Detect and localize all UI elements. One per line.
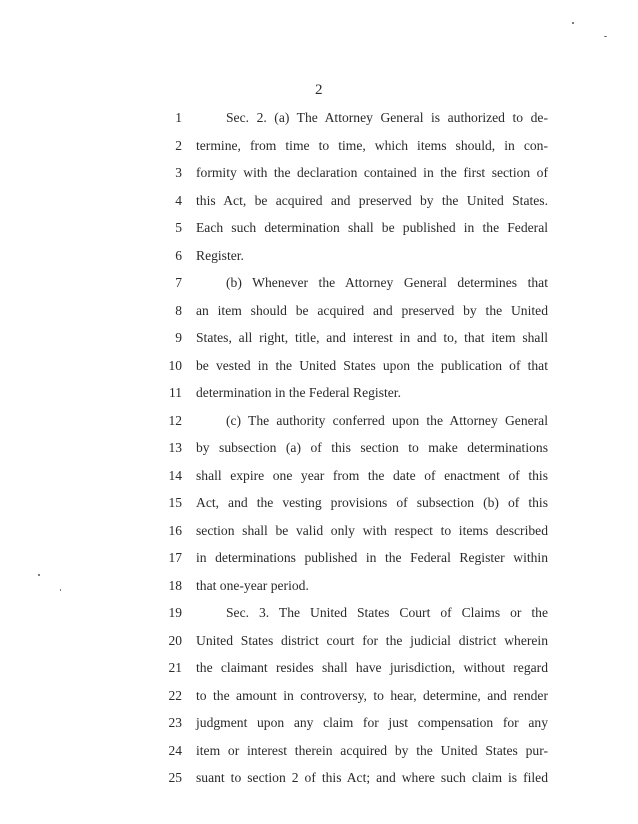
line-number: 4 — [175, 192, 182, 208]
document-line — [0, 768, 638, 788]
scan-speck — [38, 574, 40, 576]
document-line — [0, 136, 638, 156]
line-text: formity with the declaration contained in the first section of — [196, 165, 548, 180]
line-text: United States district court for the judicial district wherein — [196, 632, 548, 648]
line-text: item or interest therein acquired by the United States pur- — [196, 742, 548, 758]
document-line — [0, 356, 638, 376]
line-text: Act, and the vesting provisions of subsection (b) of this — [196, 495, 548, 510]
line-number: 16 — [168, 522, 182, 538]
line-number: 24 — [168, 742, 182, 758]
document-line — [0, 246, 638, 266]
line-text: Register. — [196, 247, 244, 263]
line-text: Sec. 2. (a) The Attorney General is authorized to de- — [226, 110, 548, 125]
line-number: 11 — [169, 385, 182, 400]
line-text: (c) The authority conferred upon the Attorney General — [226, 412, 548, 428]
line-text: shall expire one year from the date of enactment of this — [196, 467, 548, 483]
document-line — [0, 686, 638, 706]
document-line — [0, 438, 638, 458]
line-text: by subsection (a) of this section to make determinations — [196, 440, 548, 455]
scan-speck — [572, 22, 574, 24]
document-line — [0, 163, 638, 183]
document-line — [0, 603, 638, 623]
line-number: 17 — [168, 550, 182, 565]
document-line — [0, 493, 638, 513]
line-number: 22 — [168, 687, 182, 703]
document-line — [0, 576, 638, 596]
line-text: termine, from time to time, which items should, in con- — [196, 137, 548, 153]
document-line — [0, 466, 638, 486]
page-number: 2 — [315, 82, 323, 98]
line-number: 13 — [168, 440, 182, 455]
line-number: 3 — [175, 165, 182, 180]
line-text: be vested in the United States upon the publication of that — [196, 357, 548, 373]
line-text: judgment upon any claim for just compensation for any — [196, 715, 548, 730]
scan-speck — [60, 589, 61, 591]
line-number: 18 — [168, 577, 182, 593]
document-line — [0, 383, 638, 403]
line-text: an item should be acquired and preserved by the United — [196, 302, 548, 318]
line-number: 8 — [175, 302, 182, 318]
line-number: 2 — [175, 137, 182, 153]
line-text: States, all right, title, and interest in and to, that item shall — [196, 330, 548, 345]
line-text: this Act, be acquired and preserved by the United States. — [196, 192, 548, 208]
document-line — [0, 658, 638, 678]
document-line — [0, 328, 638, 348]
document-line — [0, 411, 638, 431]
document-line — [0, 521, 638, 541]
scan-speck — [604, 36, 607, 37]
line-number: 9 — [175, 330, 182, 345]
line-text: determination in the Federal Register. — [196, 385, 401, 400]
line-text: (b) Whenever the Attorney General determines that — [226, 275, 548, 290]
line-number: 23 — [168, 715, 182, 730]
line-number: 21 — [168, 660, 182, 675]
document-line — [0, 301, 638, 321]
line-number: 15 — [168, 495, 182, 510]
line-number: 19 — [168, 605, 182, 620]
line-number: 25 — [168, 770, 182, 785]
line-number: 20 — [168, 632, 182, 648]
line-number: 12 — [168, 412, 182, 428]
line-text: section shall be valid only with respect to items described — [196, 522, 548, 538]
line-text: Sec. 3. The United States Court of Claims or the — [226, 605, 548, 620]
document-line — [0, 713, 638, 733]
line-text: suant to section 2 of this Act; and where such claim is filed — [196, 770, 548, 785]
document-line — [0, 273, 638, 293]
line-number: 1 — [175, 110, 182, 125]
line-number: 6 — [175, 247, 182, 263]
document-line — [0, 741, 638, 761]
line-number: 14 — [168, 467, 182, 483]
document-line — [0, 191, 638, 211]
line-text: the claimant resides shall have jurisdiction, without regard — [196, 660, 548, 675]
document-line — [0, 631, 638, 651]
line-text: Each such determination shall be published in the Federal — [196, 220, 548, 235]
document-line — [0, 548, 638, 568]
document-line — [0, 218, 638, 238]
line-text: that one-year period. — [196, 577, 309, 593]
line-number: 10 — [168, 357, 182, 373]
document-line — [0, 108, 638, 128]
line-text: to the amount in controversy, to hear, determine, and render — [196, 687, 548, 703]
line-number: 5 — [175, 220, 182, 235]
line-number: 7 — [175, 275, 182, 290]
line-text: in determinations published in the Federal Register within — [196, 550, 548, 565]
